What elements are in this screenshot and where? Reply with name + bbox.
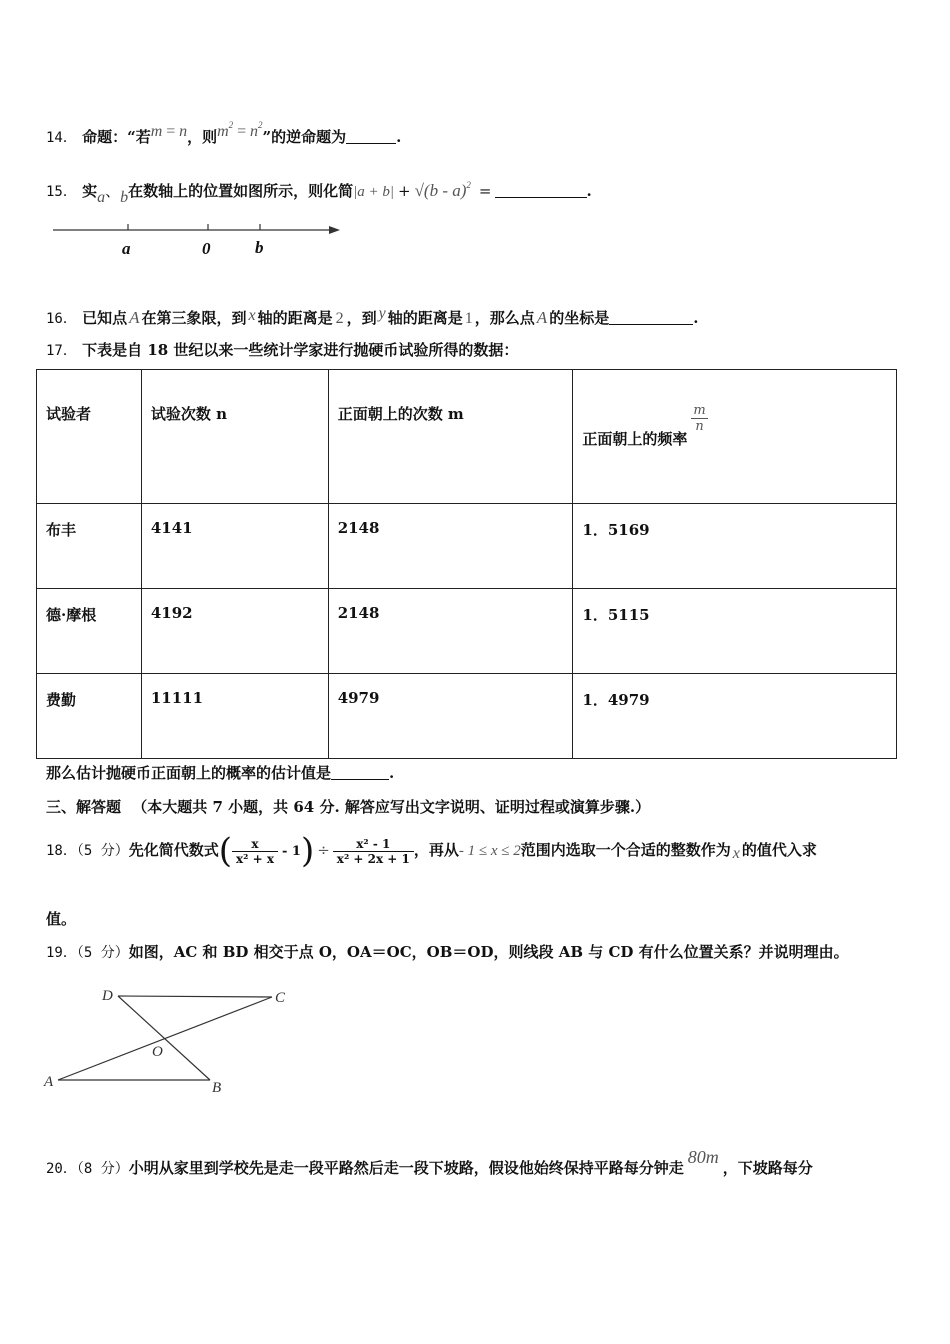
fraction-2-num: x² - 1 [333,837,414,852]
number-line-figure [50,218,350,264]
header-freq-label: 正面朝上的频率 [582,430,688,448]
question-15 [46,174,592,209]
question-number: 19． [46,945,77,961]
table-cell: 11111 [141,674,328,759]
q18-text-c: 范围内选取一个合适的整数作为 [520,841,731,859]
q16-text-g: 的坐标是 [549,309,610,327]
question-number: 20． [46,1161,77,1177]
q14-math-n: n [179,123,188,140]
q17-text: 下表是自 18 世纪以来一些统计学家进行抛硬币试验所得的数据： [82,341,519,359]
fraction-1-den: x² + x [236,851,274,866]
question-19 [46,941,849,964]
question-score: （5 分） [76,843,129,859]
q14-text-b: ，则 [187,128,218,146]
header-cell [573,370,897,504]
table-cell: 1．4979 [573,674,897,759]
question-number: 16． [46,311,77,327]
question-14 [46,114,401,149]
q14-math-m2: m [217,123,229,140]
q16-x: x [248,307,256,324]
label-d: D [102,988,113,1004]
q14-sup-b: 2 [257,120,263,130]
table-row [37,504,897,589]
section-heading [46,796,650,818]
q14-math-n2: n [249,123,258,140]
q18-cont-text: 值。 [46,910,77,928]
table-cell: 1．5115 [573,589,897,674]
table-cell: 2148 [328,504,573,589]
table-cell: 2148 [328,589,573,674]
q15-sep: 、 [105,182,121,200]
q15-expr-abs: |a + b| [353,184,395,200]
q16-one: 1 [464,310,473,327]
divide-sign: ÷ [317,841,330,859]
table-cell: 4141 [141,504,328,589]
q14-text-a: 命题：“若 [82,128,151,146]
q16-point: A [129,308,140,327]
q16-text-f: ，那么点 [474,309,535,327]
header-cell: 正面朝上的次数 m [328,370,573,504]
table-cell: 布丰 [37,504,142,589]
table-cell: 1．5169 [573,504,897,589]
label-0: 0 [202,239,211,258]
q14-math-eq: = [165,123,177,140]
q18-continuation [46,908,76,930]
table-header-row [37,370,897,504]
label-c: C [275,990,286,1006]
q16-text-d: ，到 [346,309,377,327]
arrow-right-icon [329,226,340,234]
answer-blank[interactable] [346,127,396,144]
q15-text-b: 在数轴上的位置如图所示，则化简 [128,182,354,200]
q14-sup-a: 2 [228,120,234,130]
q15-text-a: 实 [82,182,98,200]
q20-speed: 80m [687,1147,719,1167]
table-row [37,674,897,759]
table-cell: 4192 [141,589,328,674]
question-20 [46,1146,813,1180]
segment-dc [118,996,272,997]
label-a: a [122,239,131,258]
q14-math-m: m [150,123,163,140]
label-o: O [152,1044,163,1060]
freq-fraction [691,403,707,434]
header-cell: 试验者 [37,370,142,504]
q14-math-eq2: = [236,123,247,140]
left-paren: ( [218,831,232,871]
q16-text-c: 轴的距离是 [257,309,333,327]
section-title: 三、解答题 [46,798,122,816]
q16-y: y [378,305,386,322]
table-cell: 德·摩根 [37,589,142,674]
fraction-1 [232,837,278,866]
freq-num: m [693,403,706,418]
freq-den: n [695,419,704,434]
period: . [396,128,402,146]
q15-sup: 2 [466,180,471,190]
geometry-figure [40,984,300,1096]
q18-text-a: 先化简代数式 [128,841,219,859]
answer-blank[interactable] [609,308,693,325]
minus-one: - 1 [281,844,301,859]
question-number: 18． [46,843,77,859]
answer-blank[interactable] [495,181,587,198]
question-16 [46,303,698,330]
q18-text-d: 的值代入求 [741,841,817,859]
label-b: b [255,238,264,257]
question-number: 15． [46,184,77,200]
label-a: A [44,1074,54,1090]
section-note: （本大题共 7 小题，共 64 分. 解答应写出文字说明、证明过程或演算步骤.） [132,798,651,816]
label-b: B [212,1080,222,1096]
q15-plus: + [398,182,411,200]
table-cell: 费勤 [37,674,142,759]
q15-var-b: b [120,189,129,206]
q19-text: 如图，AC 和 BD 相交于点 O，OA＝OC，OB＝OD，则线段 AB 与 CD 有什么位置关系？并说明理由。 [128,943,849,961]
period: . [389,764,395,782]
q15-equals: = [478,182,492,200]
q17-after [46,762,394,784]
q16-point2: A [536,308,548,327]
table-cell: 4979 [328,674,573,759]
period: . [693,309,699,327]
fraction-1-num: x [232,837,278,852]
q18-range: - 1 ≤ x ≤ 2 [458,843,521,859]
question-number: 17． [46,343,77,359]
q20-text-a: 小明从家里到学校先是走一段平路然后走一段下坡路，假设他始终保持平路每分钟走 [128,1159,684,1177]
question-score: （8 分） [76,1161,129,1177]
period: . [586,182,592,200]
q20-text-b: ，下坡路每分 [722,1159,813,1177]
q15-expr-sqrt: √(b - a) [414,181,467,200]
question-17 [46,339,518,362]
coin-toss-table [36,369,897,759]
question-score: （5 分） [76,945,129,961]
q18-x: x [732,845,740,862]
segment-db [118,996,210,1080]
q16-two: 2 [335,310,344,327]
q18-text-b: ，再从 [413,841,459,859]
answer-blank[interactable] [331,763,389,780]
q16-text-b: 在第三象限，到 [141,309,247,327]
fraction-2-den: x² + 2x + 1 [336,851,410,866]
header-cell: 试验次数 n [141,370,328,504]
q17-after-text: 那么估计抛硬币正面朝上的概率的估计值是 [46,764,332,782]
question-18 [46,826,817,878]
q16-text-e: 轴的距离是 [387,309,463,327]
fraction-2 [333,837,414,866]
q14-text-c: ”的逆命题为 [262,128,347,146]
table-row [37,589,897,674]
segment-ac [58,997,272,1080]
right-paren: ) [300,831,315,871]
q16-text-a: 已知点 [82,309,128,327]
q15-var-a: a [97,189,106,206]
question-number: 14． [46,130,77,146]
